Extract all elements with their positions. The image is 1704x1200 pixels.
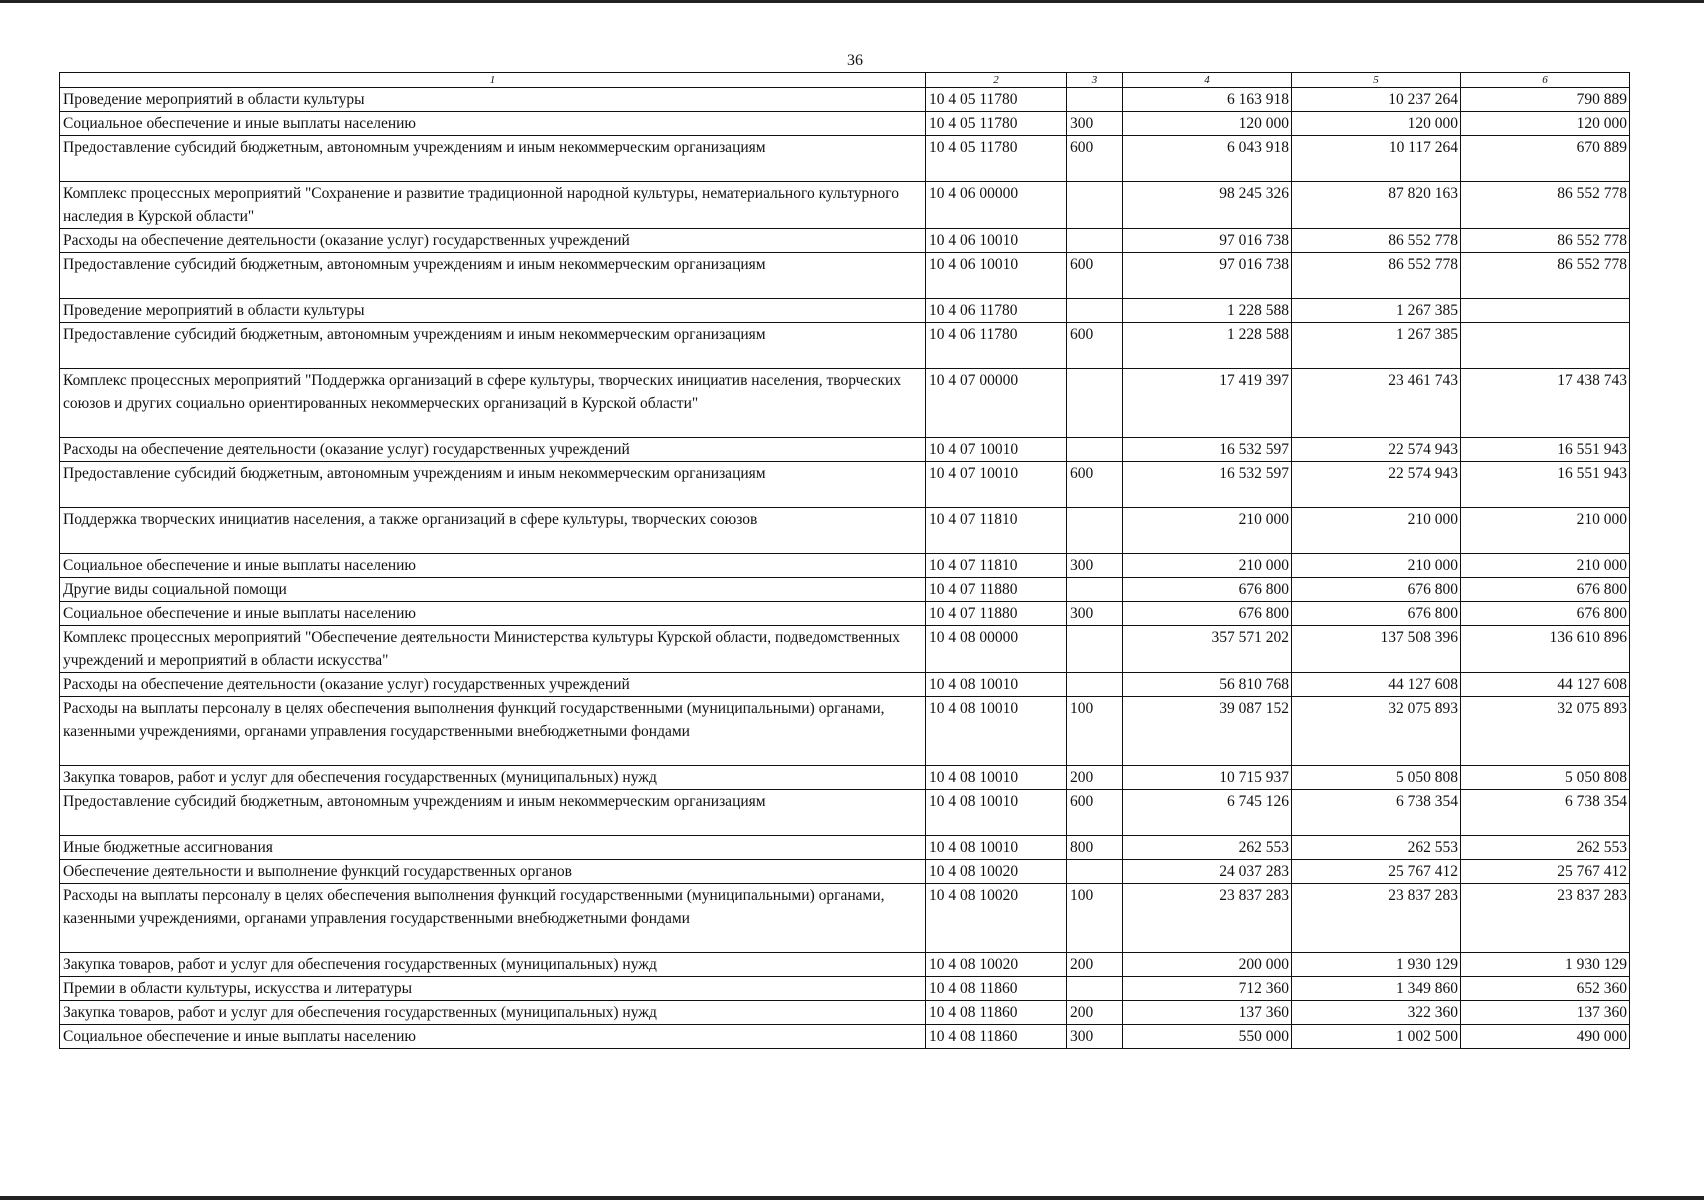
table-row	[60, 673, 1630, 697]
row-amount-col4: 262 553	[1123, 836, 1292, 860]
row-amount-col5: 86 552 778	[1292, 229, 1461, 253]
row-amount-col4: 676 800	[1123, 578, 1292, 602]
table-row	[60, 578, 1630, 602]
row-amount-col4: 712 360	[1123, 977, 1292, 1001]
table-row	[60, 438, 1630, 462]
row-code: 10 4 07 10010	[926, 462, 1067, 508]
row-expense-type	[1067, 229, 1123, 253]
row-expense-type: 200	[1067, 1001, 1123, 1025]
table-row	[60, 508, 1630, 554]
row-name: Социальное обеспечение и иные выплаты населению	[60, 554, 926, 578]
row-amount-col4: 137 360	[1123, 1001, 1292, 1025]
table-row	[60, 369, 1630, 438]
row-amount-col6: 5 050 808	[1461, 766, 1630, 790]
row-expense-type: 600	[1067, 462, 1123, 508]
row-amount-col5: 676 800	[1292, 578, 1461, 602]
row-amount-col5: 86 552 778	[1292, 253, 1461, 299]
table-row	[60, 182, 1630, 229]
table-row	[60, 766, 1630, 790]
row-amount-col5: 25 767 412	[1292, 860, 1461, 884]
row-amount-col6: 210 000	[1461, 508, 1630, 554]
row-expense-type: 300	[1067, 602, 1123, 626]
row-name: Социальное обеспечение и иные выплаты населению	[60, 112, 926, 136]
row-expense-type	[1067, 977, 1123, 1001]
table-row	[60, 136, 1630, 182]
row-amount-col4: 676 800	[1123, 602, 1292, 626]
row-amount-col4: 1 228 588	[1123, 299, 1292, 323]
row-amount-col5: 1 349 860	[1292, 977, 1461, 1001]
row-code: 10 4 08 10010	[926, 697, 1067, 766]
table-row	[60, 253, 1630, 299]
row-amount-col6	[1461, 299, 1630, 323]
row-code: 10 4 07 00000	[926, 369, 1067, 438]
row-amount-col4: 16 532 597	[1123, 438, 1292, 462]
row-amount-col6: 6 738 354	[1461, 790, 1630, 836]
row-name: Предоставление субсидий бюджетным, автономным учреждениям и иным некоммерческим организациям	[60, 323, 926, 369]
row-name: Комплекс процессных мероприятий "Обеспечение деятельности Министерства культуры Курской области, подведомственных учреждений и мероприятий в области искусства"	[60, 626, 926, 673]
row-code: 10 4 07 11810	[926, 554, 1067, 578]
row-amount-col5: 1 002 500	[1292, 1025, 1461, 1049]
row-amount-col6: 23 837 283	[1461, 884, 1630, 953]
row-name: Предоставление субсидий бюджетным, автономным учреждениям и иным некоммерческим организациям	[60, 136, 926, 182]
row-name: Предоставление субсидий бюджетным, автономным учреждениям и иным некоммерческим организациям	[60, 790, 926, 836]
row-code: 10 4 05 11780	[926, 112, 1067, 136]
row-expense-type	[1067, 673, 1123, 697]
row-expense-type	[1067, 438, 1123, 462]
row-name: Обеспечение деятельности и выполнение функций государственных органов	[60, 860, 926, 884]
header-col-5: 5	[1292, 73, 1461, 88]
table-row	[60, 299, 1630, 323]
row-amount-col6: 210 000	[1461, 554, 1630, 578]
row-amount-col6: 86 552 778	[1461, 253, 1630, 299]
row-name: Предоставление субсидий бюджетным, автономным учреждениям и иным некоммерческим организациям	[60, 462, 926, 508]
row-name: Расходы на обеспечение деятельности (оказание услуг) государственных учреждений	[60, 673, 926, 697]
row-expense-type	[1067, 578, 1123, 602]
table-row	[60, 626, 1630, 673]
header-row	[60, 73, 1630, 88]
row-code: 10 4 05 11780	[926, 136, 1067, 182]
row-code: 10 4 06 10010	[926, 229, 1067, 253]
row-code: 10 4 06 00000	[926, 182, 1067, 229]
row-amount-col6: 120 000	[1461, 112, 1630, 136]
row-code: 10 4 08 11860	[926, 977, 1067, 1001]
header-col-3: 3	[1067, 73, 1123, 88]
row-amount-col5: 120 000	[1292, 112, 1461, 136]
row-amount-col4: 98 245 326	[1123, 182, 1292, 229]
header-col-1: 1	[60, 73, 926, 88]
header-col-4: 4	[1123, 73, 1292, 88]
row-expense-type	[1067, 860, 1123, 884]
row-expense-type	[1067, 508, 1123, 554]
row-code: 10 4 08 10010	[926, 836, 1067, 860]
row-name: Социальное обеспечение и иные выплаты населению	[60, 1025, 926, 1049]
row-expense-type: 200	[1067, 953, 1123, 977]
row-amount-col4: 1 228 588	[1123, 323, 1292, 369]
row-amount-col4: 357 571 202	[1123, 626, 1292, 673]
row-name: Проведение мероприятий в области культуры	[60, 88, 926, 112]
table-row	[60, 860, 1630, 884]
row-amount-col6: 44 127 608	[1461, 673, 1630, 697]
row-expense-type	[1067, 626, 1123, 673]
row-amount-col6: 790 889	[1461, 88, 1630, 112]
budget-table	[59, 72, 1630, 1049]
row-amount-col4: 16 532 597	[1123, 462, 1292, 508]
row-code: 10 4 07 11880	[926, 578, 1067, 602]
row-code: 10 4 08 00000	[926, 626, 1067, 673]
table-row	[60, 462, 1630, 508]
table-row	[60, 229, 1630, 253]
row-amount-col5: 32 075 893	[1292, 697, 1461, 766]
row-amount-col4: 210 000	[1123, 554, 1292, 578]
row-amount-col6: 1 930 129	[1461, 953, 1630, 977]
row-expense-type	[1067, 369, 1123, 438]
row-amount-col5: 10 237 264	[1292, 88, 1461, 112]
table-body	[60, 88, 1630, 1049]
row-code: 10 4 07 10010	[926, 438, 1067, 462]
row-code: 10 4 06 11780	[926, 323, 1067, 369]
row-expense-type	[1067, 182, 1123, 229]
table-row	[60, 836, 1630, 860]
header-col-6: 6	[1461, 73, 1630, 88]
row-amount-col5: 1 267 385	[1292, 299, 1461, 323]
row-amount-col4: 56 810 768	[1123, 673, 1292, 697]
row-name: Поддержка творческих инициатив населения, а также организаций в сфере культуры, творческих союзов	[60, 508, 926, 554]
row-amount-col4: 10 715 937	[1123, 766, 1292, 790]
row-code: 10 4 06 10010	[926, 253, 1067, 299]
row-amount-col6	[1461, 323, 1630, 369]
row-name: Премии в области культуры, искусства и литературы	[60, 977, 926, 1001]
row-amount-col6: 16 551 943	[1461, 438, 1630, 462]
header-col-2: 2	[926, 73, 1067, 88]
scan-top-edge	[0, 0, 1704, 3]
row-name: Расходы на выплаты персоналу в целях обеспечения выполнения функций государственными (муниципальными) органами, казенными учреждениями, органами управления государственными внебюджетными фондами	[60, 884, 926, 953]
row-amount-col4: 17 419 397	[1123, 369, 1292, 438]
row-amount-col4: 120 000	[1123, 112, 1292, 136]
row-name: Закупка товаров, работ и услуг для обеспечения государственных (муниципальных) нужд	[60, 1001, 926, 1025]
row-name: Расходы на обеспечение деятельности (оказание услуг) государственных учреждений	[60, 438, 926, 462]
row-amount-col4: 23 837 283	[1123, 884, 1292, 953]
row-amount-col5: 322 360	[1292, 1001, 1461, 1025]
row-amount-col5: 5 050 808	[1292, 766, 1461, 790]
row-amount-col6: 490 000	[1461, 1025, 1630, 1049]
row-amount-col4: 97 016 738	[1123, 253, 1292, 299]
row-name: Расходы на обеспечение деятельности (оказание услуг) государственных учреждений	[60, 229, 926, 253]
row-amount-col5: 210 000	[1292, 508, 1461, 554]
row-expense-type: 200	[1067, 766, 1123, 790]
row-expense-type: 600	[1067, 253, 1123, 299]
row-expense-type: 300	[1067, 112, 1123, 136]
row-name: Другие виды социальной помощи	[60, 578, 926, 602]
row-code: 10 4 07 11810	[926, 508, 1067, 554]
row-code: 10 4 08 11860	[926, 1025, 1067, 1049]
row-amount-col5: 23 461 743	[1292, 369, 1461, 438]
row-amount-col5: 1 267 385	[1292, 323, 1461, 369]
row-amount-col4: 97 016 738	[1123, 229, 1292, 253]
row-code: 10 4 08 10010	[926, 766, 1067, 790]
row-amount-col6: 32 075 893	[1461, 697, 1630, 766]
row-name: Предоставление субсидий бюджетным, автономным учреждениям и иным некоммерческим организациям	[60, 253, 926, 299]
table-row	[60, 323, 1630, 369]
row-amount-col5: 23 837 283	[1292, 884, 1461, 953]
row-name: Проведение мероприятий в области культуры	[60, 299, 926, 323]
row-name: Расходы на выплаты персоналу в целях обеспечения выполнения функций государственными (муниципальными) органами, казенными учреждениями, органами управления государственными внебюджетными фондами	[60, 697, 926, 766]
row-amount-col5: 1 930 129	[1292, 953, 1461, 977]
row-amount-col6: 670 889	[1461, 136, 1630, 182]
row-expense-type: 600	[1067, 790, 1123, 836]
table-row	[60, 602, 1630, 626]
row-code: 10 4 08 10010	[926, 790, 1067, 836]
row-amount-col5: 262 553	[1292, 836, 1461, 860]
row-name: Комплекс процессных мероприятий "Поддержка организаций в сфере культуры, творческих инициатив населения, творческих союзов и других социально ориентированных некоммерческих организаций в Курской области"	[60, 369, 926, 438]
row-amount-col5: 10 117 264	[1292, 136, 1461, 182]
table-row	[60, 790, 1630, 836]
row-amount-col4: 200 000	[1123, 953, 1292, 977]
row-amount-col6: 137 360	[1461, 1001, 1630, 1025]
row-name: Закупка товаров, работ и услуг для обеспечения государственных (муниципальных) нужд	[60, 953, 926, 977]
row-amount-col6: 17 438 743	[1461, 369, 1630, 438]
row-expense-type: 800	[1067, 836, 1123, 860]
row-code: 10 4 08 10020	[926, 884, 1067, 953]
row-name: Иные бюджетные ассигнования	[60, 836, 926, 860]
row-amount-col6: 652 360	[1461, 977, 1630, 1001]
row-amount-col6: 676 800	[1461, 578, 1630, 602]
row-amount-col6: 16 551 943	[1461, 462, 1630, 508]
row-amount-col4: 6 043 918	[1123, 136, 1292, 182]
page-number: 36	[847, 52, 863, 69]
row-expense-type: 300	[1067, 554, 1123, 578]
table-row	[60, 112, 1630, 136]
table-row	[60, 1025, 1630, 1049]
row-code: 10 4 08 10020	[926, 860, 1067, 884]
row-expense-type	[1067, 299, 1123, 323]
row-amount-col6: 86 552 778	[1461, 229, 1630, 253]
row-code: 10 4 08 10020	[926, 953, 1067, 977]
row-name: Социальное обеспечение и иные выплаты населению	[60, 602, 926, 626]
row-amount-col5: 44 127 608	[1292, 673, 1461, 697]
row-amount-col5: 22 574 943	[1292, 462, 1461, 508]
row-amount-col4: 550 000	[1123, 1025, 1292, 1049]
row-amount-col4: 6 163 918	[1123, 88, 1292, 112]
row-amount-col4: 6 745 126	[1123, 790, 1292, 836]
row-amount-col5: 22 574 943	[1292, 438, 1461, 462]
row-expense-type: 100	[1067, 884, 1123, 953]
row-amount-col6: 676 800	[1461, 602, 1630, 626]
table-row	[60, 977, 1630, 1001]
row-amount-col5: 137 508 396	[1292, 626, 1461, 673]
table-header	[60, 73, 1630, 88]
row-amount-col6: 86 552 778	[1461, 182, 1630, 229]
row-code: 10 4 08 11860	[926, 1001, 1067, 1025]
scan-bottom-edge	[0, 1196, 1704, 1200]
row-amount-col6: 262 553	[1461, 836, 1630, 860]
row-code: 10 4 05 11780	[926, 88, 1067, 112]
row-amount-col4: 24 037 283	[1123, 860, 1292, 884]
row-name: Комплекс процессных мероприятий "Сохранение и развитие традиционной народной культуры, нематериального культурного наследия в Курской области"	[60, 182, 926, 229]
table-row	[60, 1001, 1630, 1025]
row-amount-col6: 25 767 412	[1461, 860, 1630, 884]
row-expense-type: 600	[1067, 136, 1123, 182]
row-expense-type	[1067, 88, 1123, 112]
row-code: 10 4 07 11880	[926, 602, 1067, 626]
table-row	[60, 884, 1630, 953]
row-amount-col5: 676 800	[1292, 602, 1461, 626]
row-code: 10 4 08 10010	[926, 673, 1067, 697]
row-expense-type: 100	[1067, 697, 1123, 766]
row-amount-col5: 210 000	[1292, 554, 1461, 578]
row-amount-col6: 136 610 896	[1461, 626, 1630, 673]
row-name: Закупка товаров, работ и услуг для обеспечения государственных (муниципальных) нужд	[60, 766, 926, 790]
row-expense-type: 300	[1067, 1025, 1123, 1049]
row-amount-col5: 6 738 354	[1292, 790, 1461, 836]
row-expense-type: 600	[1067, 323, 1123, 369]
row-amount-col4: 210 000	[1123, 508, 1292, 554]
row-amount-col4: 39 087 152	[1123, 697, 1292, 766]
table-row	[60, 953, 1630, 977]
row-code: 10 4 06 11780	[926, 299, 1067, 323]
row-amount-col5: 87 820 163	[1292, 182, 1461, 229]
table-row	[60, 697, 1630, 766]
table-row	[60, 88, 1630, 112]
table-row	[60, 554, 1630, 578]
